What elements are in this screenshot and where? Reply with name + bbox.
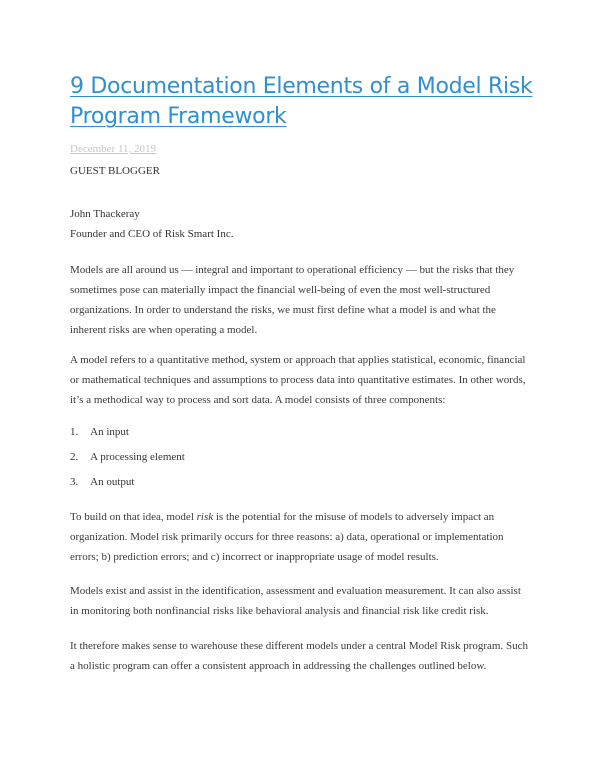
emphasis-risk: risk [196,511,214,523]
paragraph-intro: Models are all around us — integral and important to operational efficiency — but the risks that they sometimes pose can materially impact the financial well-being of even the most well-structured organizations. In order to understand the risks, we must first define what a model is and what the inherent risks are when operating a model. [70,264,515,336]
author-role: Founder and CEO of Risk Smart Inc. [70,228,234,240]
list-item [70,472,185,497]
list-number: 3. [70,476,79,488]
author-name: John Thackeray [70,208,140,220]
paragraph-text: To build on that idea, model [70,511,197,523]
article-title-link[interactable]: 9 Documentation Elements of a Model Risk Program Framework [70,74,533,129]
paragraph-model-definition: A model refers to a quantitative method, system or approach that applies statistical, economic, financial or mathematical techniques and assumptions to process data into quantitative estimates. In other words, it’s a methodical way to process and sort data. A model consists of three components: [70,354,526,406]
list-text: An output [90,476,135,488]
author-block [70,204,233,244]
article-date-link[interactable]: December 11, 2019 [70,143,157,155]
article-category: GUEST BLOGGER [70,165,160,177]
paragraph-warehouse: It therefore makes sense to warehouse these different models under a central Model Risk program. Such a holistic program can offer a consistent approach in addressing the challenges outlined below. [70,640,528,672]
list-item [70,447,185,472]
components-list [70,422,185,497]
list-number: 1. [70,426,79,438]
list-text: An input [90,426,129,438]
list-text: A processing element [90,451,185,463]
list-item [70,422,185,447]
paragraph-model-risk [70,507,532,567]
paragraph-text: is the potential for the misuse of models to adversely impact an organization. Model risk primarily occurs for three reasons: a) data, operational or implementation errors; b) prediction errors; and c) incorrect or inappropriate usage of model results. [70,511,504,563]
paragraph-models-assist: Models exist and assist in the identification, assessment and evaluation measurement. It can also assist in monitoring both nonfinancial risks like behavioral analysis and financial risk like credit risk. [70,585,521,617]
list-number: 2. [70,451,79,463]
